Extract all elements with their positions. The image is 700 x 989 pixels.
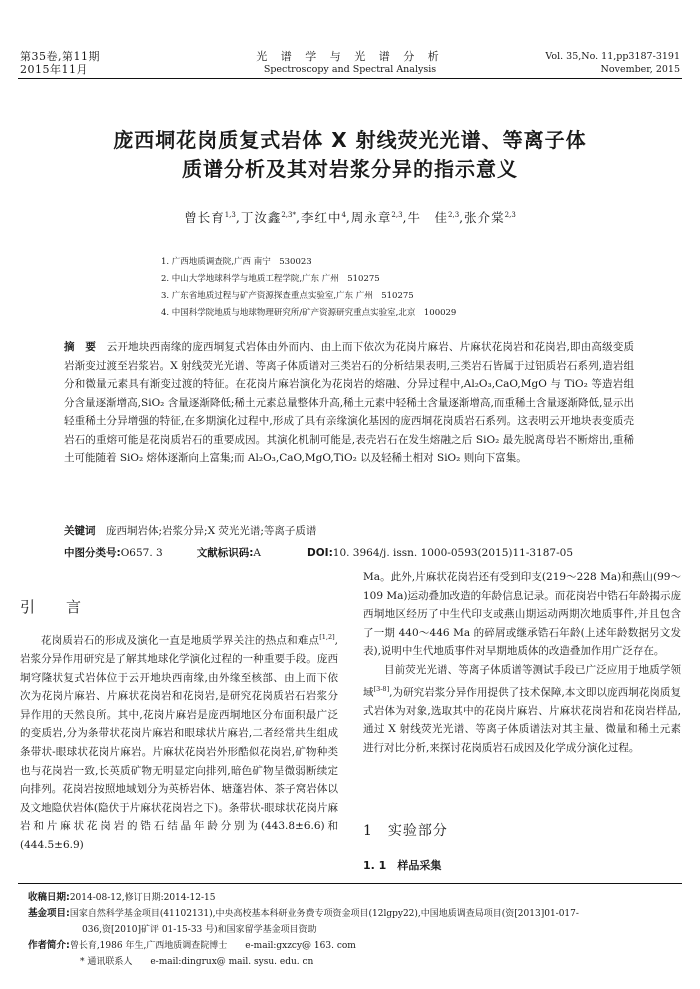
author-3: [296, 210, 346, 225]
author-list: [0, 208, 700, 226]
intro-text: ,为研究岩浆分异作用提供了技术保障,本文即以庞西垌花岗质复式岩体为对象,选取其中的花岗片麻岩、片麻状花岗岩和花岗岩样品,通过 X 射线荧光光谱、等离子体质谱法对其主量、微量和稀土元素进行对比分析,来探讨花岗质岩石成因及化学成分演化过程。: [363, 686, 681, 754]
footnote-rule: [18, 883, 682, 884]
intro-text: ,岩浆分异作用研究是了解其地球化学演化过程的一种重要手段。庞西垌穹隆状复式岩体位于云开地块西南缘,由外缘至核部、由上而下依次为花岗片麻岩、片麻状花岗岩和花岗岩,是研究花岗质岩石岩浆分异作用的天然良所。其中,花岗片麻岩是庞西垌地区分布面积最广泛的变质岩,分为条带状花岗片麻岩和眼球状片麻岩,二者经常共生组成条带状-眼球状花岗片麻岩。片麻状花岗岩外形酷似花岗岩,矿物种类也与花岗岩一致,长英质矿物无明显定向排列,暗色矿物呈微弱断续定向排列。花岗岩按照地域划分为英桥岩体、塘蓬岩体、茶子窝岩体以及文地隐伏岩体(隐伏于片麻状花岗岩之下)。条带状-眼球状花岗片麻岩和片麻状花岗岩的锆石结晶年龄分别为(443.8±6.6)和(444.5±6.9): [20, 634, 338, 852]
author-5: [403, 210, 460, 225]
intro-text: 目前荧光光谱、等离子体质谱等测试手段已广泛应用于地质学领域: [363, 663, 681, 699]
corresponding-author: * 通讯联系人 e-mail:dingrux@ mail. sysu. edu. cn: [80, 957, 314, 967]
received-date: [28, 890, 688, 906]
received-label: 收稿日期:: [28, 892, 70, 903]
citation: [1,2]: [319, 633, 335, 641]
section-1-heading: 1 实验部分: [363, 823, 448, 839]
author-name: ,丁汝鑫: [235, 210, 282, 225]
clc-value: O657. 3: [120, 547, 163, 559]
doc-code-label: 文献标识码:: [196, 547, 254, 559]
author-name: ,李红中: [295, 210, 342, 225]
author-2: [236, 210, 296, 225]
intro-paragraph-1-cont: Ma。此外,片麻状花岗岩还有受到印支(219～228 Ma)和燕山(99～109 Ma)运动叠加改造的年龄信息记录。而花岗岩中锆石年龄揭示庞西垌地区经历了中生代印支或燕山期运动两期次地质事件,并且包含了一期 440～446 Ma 的碎屑或继承锆石年龄(上述年龄数据另文发表),说明中生代地质事件对早期地质体的改造叠加作用广泛存在。: [363, 571, 681, 658]
classification-row: [64, 545, 573, 560]
abstract-text: 云开地块西南缘的庞西垌复式岩体由外而内、由上而下依次为花岗片麻岩、片麻状花岗岩和花岗岩,即由高级变质岩渐变过渡至岩浆岩。X 射线荧光光谱、等离子体质谱对三类岩石的分析结果表明,三类岩石皆属于过铝质岩石系列,造岩组分和微量元素具有渐变过渡的特征。在花岗片麻岩演化为花岗岩的熔融、分异过程中,Al₂O₃,CaO,MgO 与 TiO₂ 等造岩组分含量逐渐增高,SiO₂ 含量逐渐降低;稀土元素总量整体升高,稀土元素中轻稀土含量逐渐增高,而重稀土含量逐渐降低,显示出轻重稀土分异增强的特征,在多期演化过程中,形成了具有亲缘演化基因的庞西垌花岗质岩石系列。这表明云开地块表变质壳岩石的重熔可能是花岗质岩石的重要成因。其演化机制可能是,表壳岩石在发生熔融之后 SiO₂ 最先脱离母岩不断熔出,重稀土可能随着 SiO₂ 熔体逐渐向上富集;而 Al₂O₃,CaO,MgO,TiO₂ 以及轻稀土相对 SiO₂ 则向下富集。: [64, 341, 635, 464]
keywords-label: 关键词: [64, 525, 96, 537]
doc-code-value: A: [253, 547, 262, 559]
author-name: 曾长育: [184, 210, 225, 225]
keywords: [64, 523, 316, 538]
header-vol-cn: 第35卷,第11期: [20, 50, 100, 63]
clc-label: 中图分类号:: [64, 547, 121, 559]
journal-name-cn: 光 谱 学 与 光 谱 分 析: [256, 50, 444, 63]
fund-line-1: 国家自然科学基金项目(41102131),中央高校基本科研业务费专项资金项目(12lgpy22),中国地质调查局项目(资[2013]01-017-: [69, 909, 579, 919]
affiliation-list: [161, 254, 456, 322]
abstract: [64, 338, 634, 468]
author-affil-mark: 2,3: [391, 210, 403, 219]
author-bio-value: 曾长育,1986 年生,广西地质调查院博士 e-mail:gxzcy@ 163. com: [69, 941, 356, 951]
fund-line-2: 036,资[2010]矿评 01-15-33 号)和国家留学基金项目资助: [82, 925, 317, 935]
author-name: ,周永章: [345, 210, 392, 225]
fund-info: [28, 906, 688, 938]
doi-value: 10. 3964/j. issn. 1000-0593(2015)11-3187-05: [332, 547, 574, 559]
paper-title: [0, 126, 700, 184]
affiliation-2: 2. 中山大学地球科学与地质工程学院,广东 广州 510275: [161, 274, 380, 284]
intro-paragraph-2: [363, 661, 681, 757]
intro-text: 花岗质岩石的形成及演化一直是地质学界关注的热点和难点: [41, 634, 320, 647]
body-column-left: [20, 628, 338, 855]
author-4: [346, 210, 403, 225]
body-column-right: [363, 568, 681, 757]
footnote: [28, 890, 688, 970]
citation: [3-8]: [373, 684, 390, 693]
header-date-cn: 2015年11月: [20, 63, 88, 76]
received-value: 2014-08-12,修订日期:2014-12-15: [69, 893, 216, 903]
subsection-title: 样品采集: [397, 859, 442, 872]
author-affil-mark: 2,3: [448, 210, 460, 219]
author-name: ,牛 佳: [402, 210, 449, 225]
header-rule: [18, 78, 682, 79]
author-affil-mark: 2,3*: [281, 210, 296, 219]
header-vol-en: Vol. 35,No. 11,pp3187-3191: [545, 51, 680, 62]
affiliation-3: 3. 广东省地质过程与矿产资源探查重点实验室,广东 广州 510275: [161, 291, 414, 301]
affiliation-1: 1. 广西地质调查院,广西 南宁 530023: [161, 257, 312, 267]
author-1: [184, 210, 236, 225]
author-affil-mark: 4: [341, 210, 346, 219]
header-volume-en: [545, 50, 680, 76]
title-line-2: 质谱分析及其对岩浆分异的指示意义: [182, 157, 518, 181]
author-affil-mark: 2,3: [504, 210, 516, 219]
subsection-1-1-heading: [363, 857, 441, 873]
author-bio: [28, 938, 688, 954]
author-bio-label: 作者简介:: [28, 940, 70, 951]
header-date-en: November, 2015: [600, 64, 680, 75]
title-line-1: 庞西垌花岗质复式岩体 X 射线荧光光谱、等离子体: [113, 128, 587, 152]
author-affil-mark: 1,3: [224, 210, 236, 219]
affiliation-4: 4. 中国科学院地质与地球物理研究所/矿产资源研究重点实验室,北京 100029: [161, 308, 457, 318]
fund-label: 基金项目:: [28, 908, 70, 919]
abstract-label: 摘 要: [64, 341, 97, 353]
intro-heading: 引 言: [20, 598, 90, 616]
keywords-text: 庞西垌岩体;岩浆分异;X 荧光光谱;等离子质谱: [106, 525, 317, 537]
doi-label: DOI:: [307, 547, 333, 559]
author-name: ,张介棠: [459, 210, 505, 225]
subsection-number: 1. 1: [363, 859, 387, 872]
journal-name-en: Spectroscopy and Spectral Analysis: [263, 64, 437, 75]
intro-paragraph-1: [20, 628, 338, 855]
author-6: [459, 210, 516, 225]
